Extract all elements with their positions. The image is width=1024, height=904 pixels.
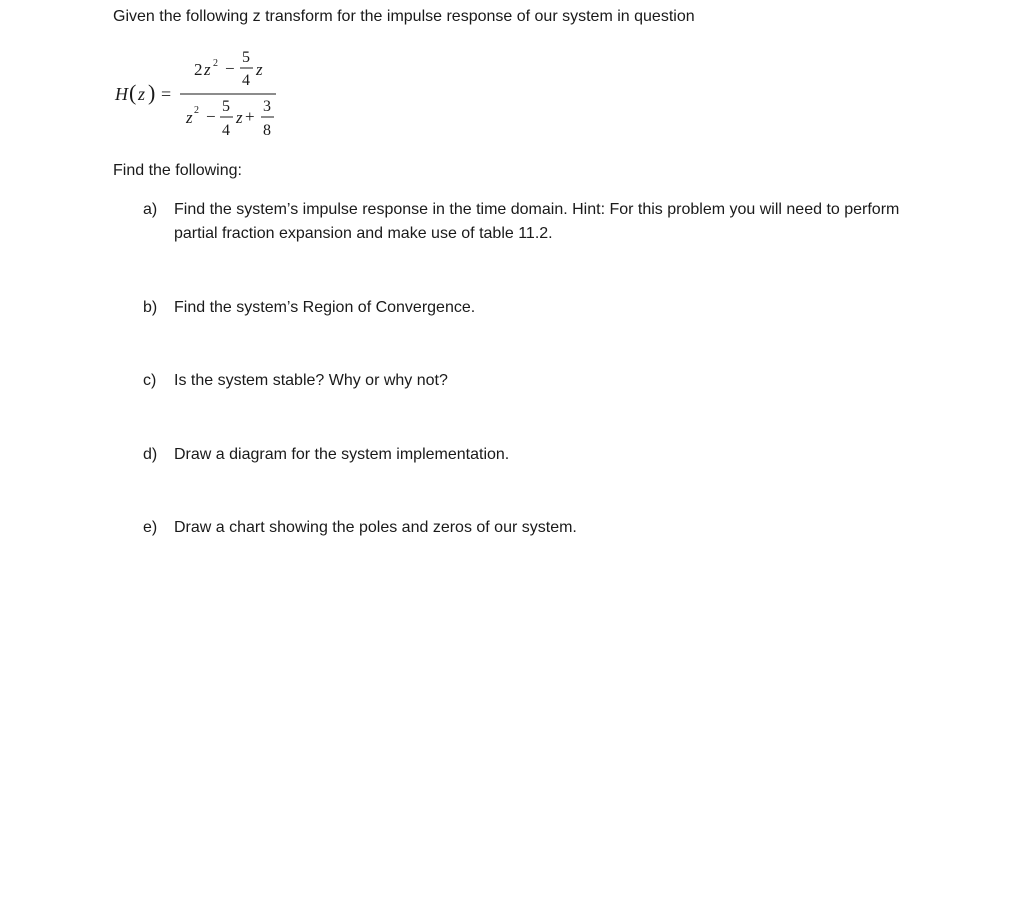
num-coef: 2 <box>194 60 203 79</box>
formula-lhs-fn: H <box>115 84 128 104</box>
num-frac-num: 5 <box>242 49 250 66</box>
formula-lhs-var: z <box>138 84 146 104</box>
den-exp: 2 <box>194 105 199 116</box>
num-op: − <box>225 59 235 78</box>
item-label: a) <box>143 201 158 218</box>
den-var: z <box>186 108 193 127</box>
den-frac1-den: 4 <box>222 122 230 139</box>
item-label: b) <box>143 299 158 316</box>
den-op1: − <box>206 107 216 126</box>
num-var2: z <box>256 60 263 79</box>
intro-text: Given the following z transform for the impulse response of our system in question <box>113 8 695 25</box>
den-frac2-num: 3 <box>263 98 271 115</box>
item-label: d) <box>143 446 158 463</box>
item-text: Draw a chart showing the poles and zeros of our system. <box>174 519 577 536</box>
item-text: Find the system’s Region of Convergence. <box>174 299 476 316</box>
find-heading: Find the following: <box>113 162 242 179</box>
num-exp: 2 <box>213 58 218 69</box>
den-var2: z <box>236 108 243 127</box>
formula-equals: = <box>161 84 172 104</box>
num-var: z <box>204 60 211 79</box>
item-label: e) <box>143 519 158 536</box>
item-text: Find the system’s impulse response in the time domain. Hint: For this problem you will need to perform partial fraction expansion and make use of table 11.2. <box>174 201 900 242</box>
den-frac1-num: 5 <box>222 98 230 115</box>
item-label: c) <box>143 372 157 389</box>
transfer-function-formula <box>110 44 300 144</box>
item-text: Is the system stable? Why or why not? <box>174 372 448 389</box>
formula-rparen: ) <box>148 80 156 105</box>
den-op2: + <box>245 107 255 126</box>
formula-lparen: ( <box>129 80 137 105</box>
num-frac-den: 4 <box>242 72 250 89</box>
den-frac2-den: 8 <box>263 122 271 139</box>
item-text: Draw a diagram for the system implementation. <box>174 446 510 463</box>
